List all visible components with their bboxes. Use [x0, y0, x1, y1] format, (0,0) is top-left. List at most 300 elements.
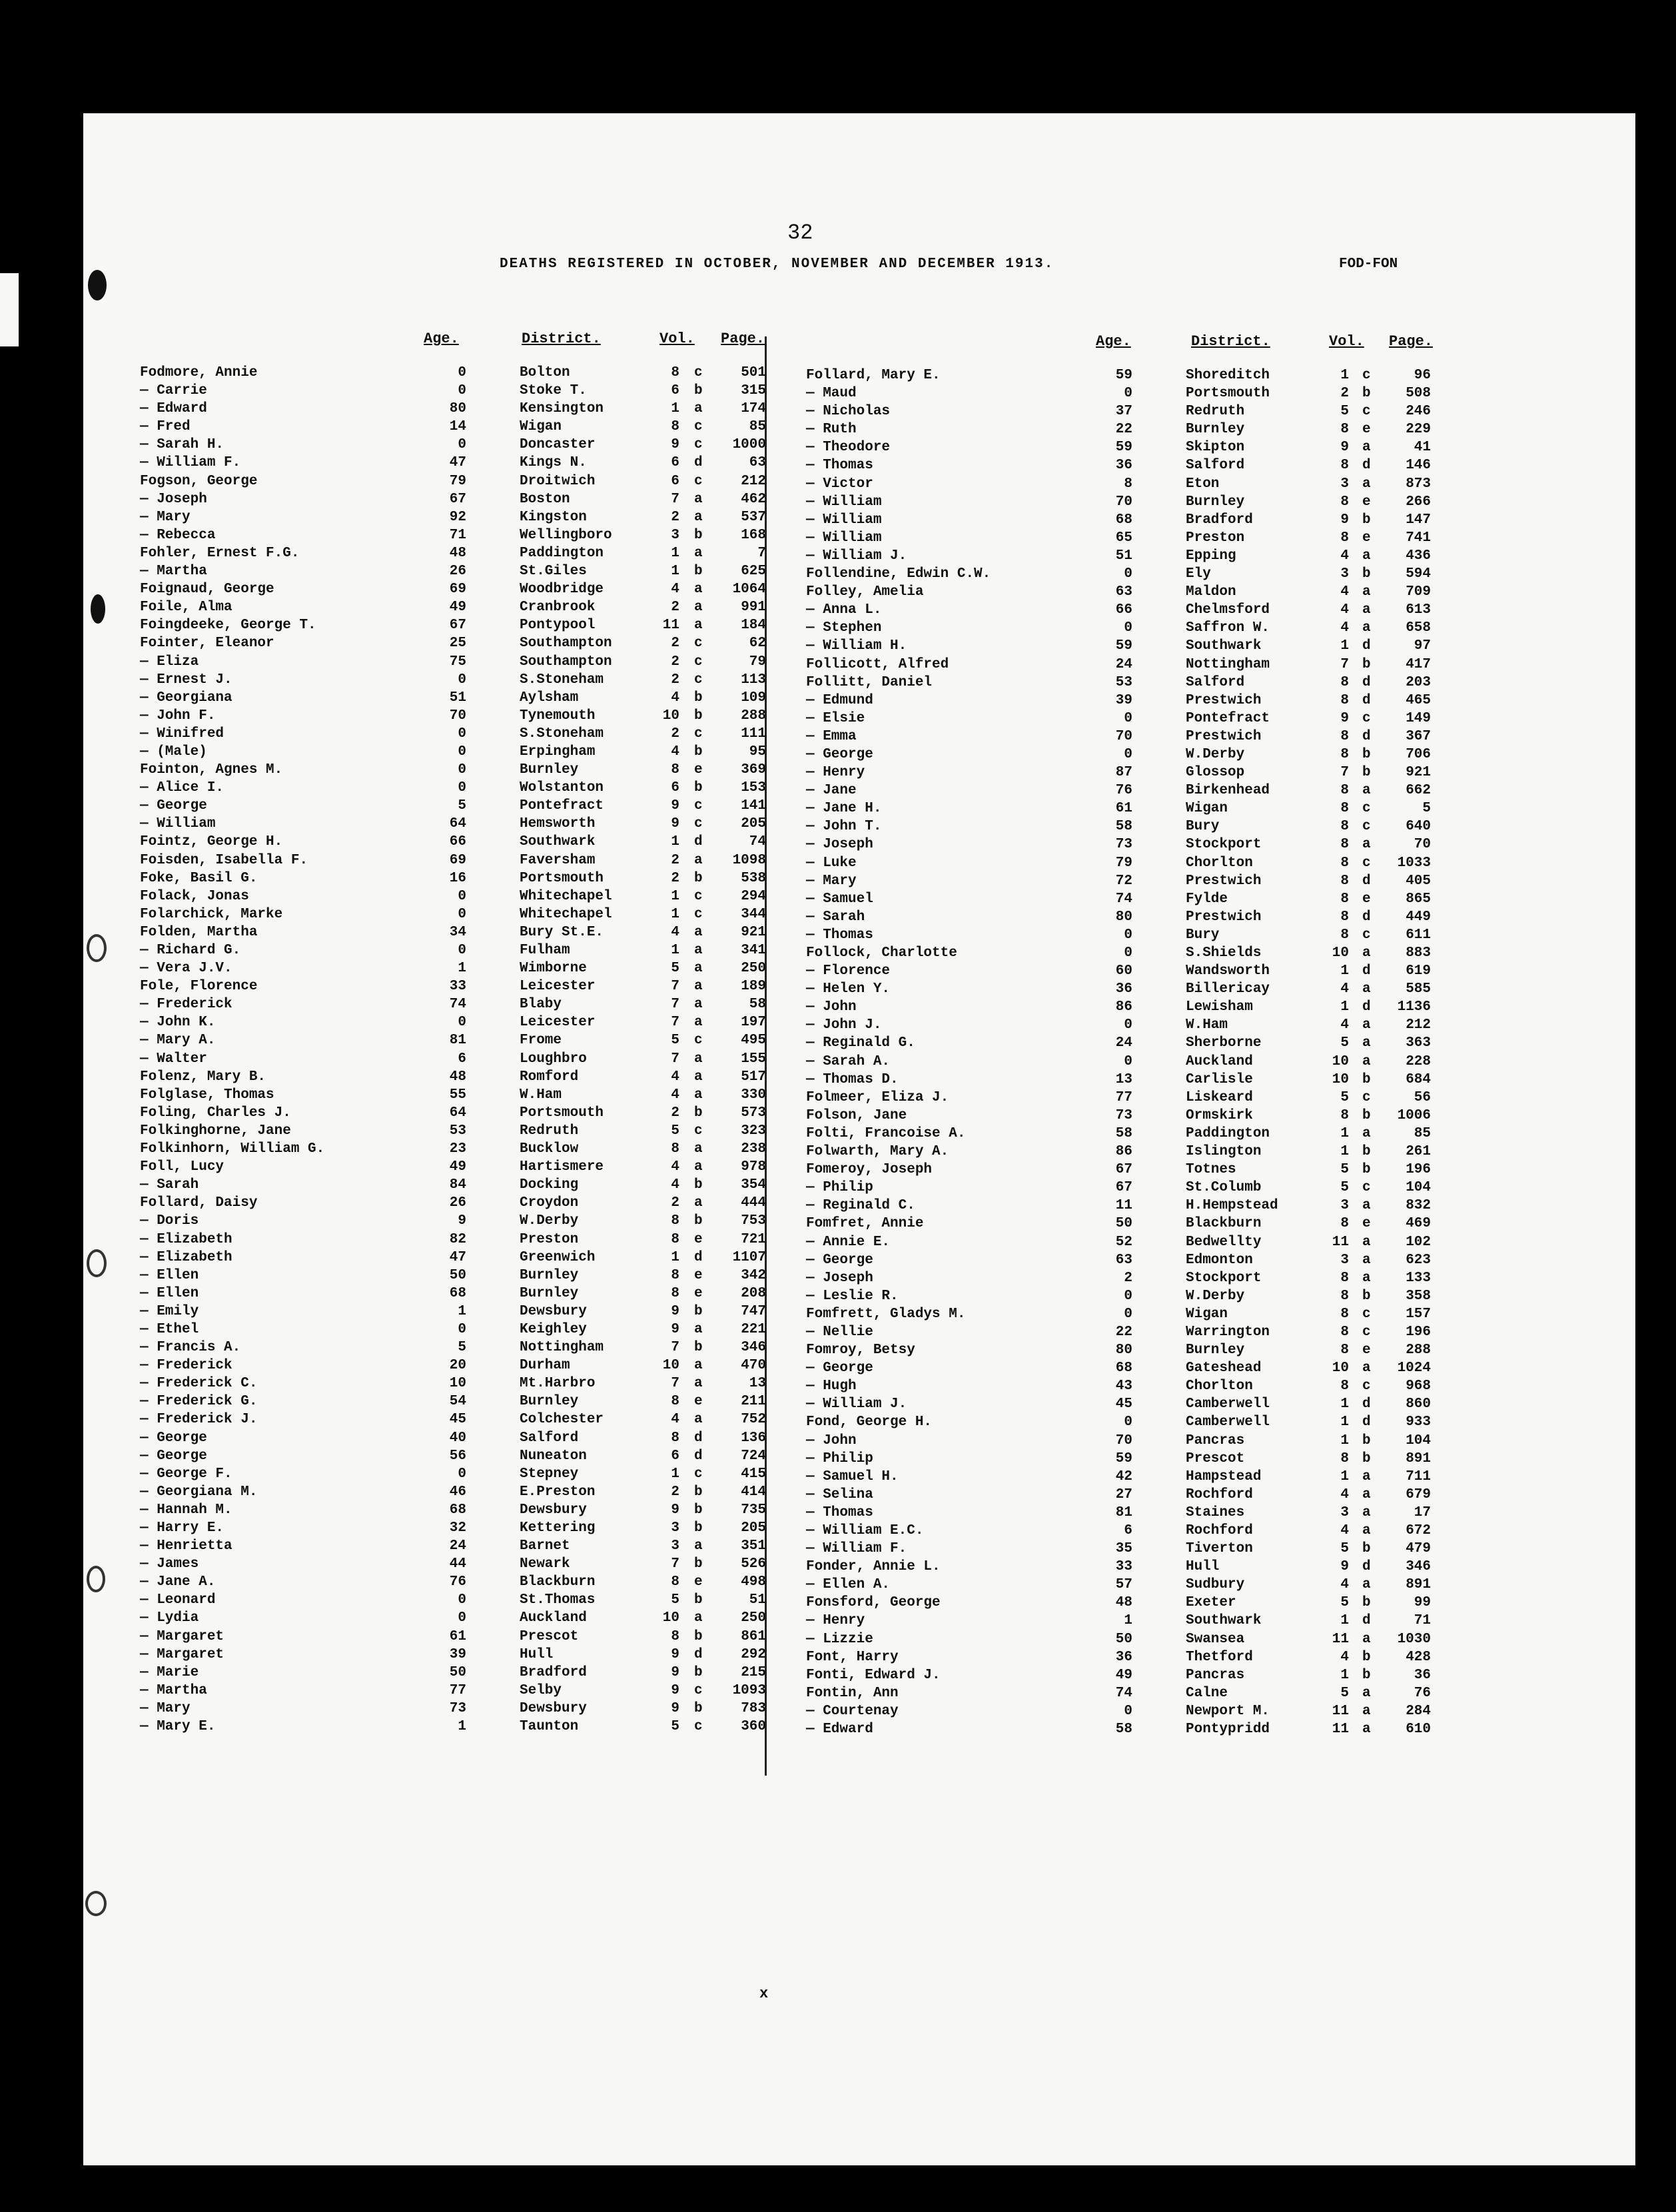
entry-page: 623	[1406, 1252, 1431, 1268]
entry-district: S.Shields	[1186, 945, 1262, 961]
entry-age: 72	[1115, 873, 1132, 889]
entry-volume: 2	[671, 509, 679, 525]
entry-volume-part: d	[1362, 692, 1371, 708]
entry-page: 405	[1406, 873, 1431, 889]
entry-page: 174	[741, 401, 766, 417]
entry-name: — Elsie	[806, 710, 865, 726]
entry-district: Ely	[1186, 566, 1211, 582]
entry-page: 711	[1406, 1468, 1431, 1484]
entry-volume-part: a	[694, 1087, 703, 1103]
entry-age: 32	[449, 1520, 466, 1536]
entry-volume: 11	[1332, 1631, 1349, 1647]
entry-age: 73	[1115, 837, 1132, 853]
entry-name: — Elizabeth	[140, 1249, 232, 1265]
entry-name: — Thomas	[806, 927, 873, 943]
entry-page: 70	[1414, 837, 1431, 853]
entry-page: 197	[741, 1015, 766, 1031]
entry-volume-part: a	[694, 600, 703, 616]
entry-volume-part: d	[694, 1430, 703, 1446]
entry-volume: 8	[1340, 1216, 1349, 1232]
entry-page: 346	[1406, 1559, 1431, 1575]
entry-name: — Sarah A.	[806, 1053, 891, 1069]
entry-page: 783	[741, 1700, 766, 1716]
entry-volume: 9	[1340, 440, 1349, 456]
entry-page: 709	[1406, 584, 1431, 600]
entry-name: — Edmund	[806, 692, 873, 708]
entry-name: — Thomas D.	[806, 1071, 899, 1087]
entry-page: 498	[741, 1574, 766, 1590]
entry-volume-part: a	[694, 1321, 703, 1337]
entry-age: 61	[449, 1628, 466, 1644]
entry-volume-part: c	[694, 888, 703, 904]
entry-district: Barnet	[520, 1538, 570, 1554]
entry-district: Whitechapel	[520, 888, 612, 904]
entry-volume: 1	[1340, 1396, 1349, 1412]
entry-volume: 1	[671, 834, 679, 850]
entry-name: — Joseph	[140, 491, 207, 507]
entry-page: 832	[1406, 1198, 1431, 1214]
entry-volume-part: e	[694, 1285, 703, 1301]
entry-volume: 8	[671, 1231, 679, 1247]
entry-page: 358	[1406, 1288, 1431, 1304]
entry-district: Erpingham	[520, 744, 596, 760]
entry-volume: 9	[671, 1664, 679, 1680]
entry-volume: 4	[1340, 1523, 1349, 1538]
entry-volume: 8	[1340, 458, 1349, 474]
entry-age: 48	[449, 545, 466, 561]
entry-age: 22	[1115, 422, 1132, 438]
entry-page: 573	[741, 1105, 766, 1121]
entry-volume: 5	[1340, 1162, 1349, 1178]
entry-volume: 1	[1340, 999, 1349, 1015]
entry-name: — Nicholas	[806, 404, 891, 420]
entry-volume: 8	[671, 1285, 679, 1301]
entry-page: 610	[1406, 1722, 1431, 1738]
entry-volume: 9	[671, 1502, 679, 1518]
entry-volume: 5	[671, 1123, 679, 1139]
entry-volume-part: c	[694, 1719, 703, 1735]
entry-volume: 11	[662, 618, 679, 634]
entry-volume-part: b	[694, 1700, 703, 1716]
punch-hole	[88, 270, 107, 300]
entry-volume: 9	[671, 1682, 679, 1698]
entry-district: Portsmouth	[520, 870, 604, 886]
entry-age: 26	[449, 564, 466, 580]
entry-name: — Ernest J.	[140, 672, 232, 688]
entry-age: 36	[1115, 458, 1132, 474]
entry-age: 5	[458, 1340, 466, 1356]
entry-page: 891	[1406, 1577, 1431, 1593]
entry-volume: 9	[671, 437, 679, 453]
entry-district: Newport M.	[1186, 1703, 1270, 1719]
entry-volume: 1	[1340, 1613, 1349, 1629]
entry-name: — Philip	[806, 1180, 873, 1196]
entry-page: 1030	[1397, 1631, 1431, 1647]
entry-name: — Rebecca	[140, 527, 216, 543]
entry-name: — Martha	[140, 564, 207, 580]
entry-name: — Edward	[140, 401, 207, 417]
entry-volume: 2	[671, 600, 679, 616]
entry-volume-part: d	[694, 455, 703, 471]
entry-volume-part: b	[694, 1340, 703, 1356]
entry-age: 0	[458, 943, 466, 958]
entry-volume: 8	[671, 419, 679, 435]
entry-district: Totnes	[1186, 1162, 1236, 1178]
entry-district: Bucklow	[520, 1141, 579, 1157]
entry-district: Bradford	[1186, 512, 1253, 528]
entry-volume-part: a	[1362, 1486, 1371, 1502]
entry-page: 147	[1406, 512, 1431, 528]
entry-volume-part: a	[694, 401, 703, 417]
entry-volume-part: e	[1362, 1343, 1371, 1359]
entry-volume: 2	[671, 1105, 679, 1121]
entry-age: 45	[1115, 1396, 1132, 1412]
entry-page: 462	[741, 491, 766, 507]
entry-name: Fomroy, Betsy	[806, 1343, 915, 1359]
entry-district: Fulham	[520, 943, 570, 958]
entry-volume: 9	[1340, 512, 1349, 528]
entry-district: Camberwell	[1186, 1414, 1270, 1430]
entry-name: — Richard G.	[140, 943, 241, 958]
entry-name: — Emily	[140, 1303, 199, 1319]
entry-name: Foingdeeke, George T.	[140, 618, 316, 634]
entry-age: 13	[1115, 1071, 1132, 1087]
entry-district: Salford	[520, 1430, 579, 1446]
entry-volume-part: a	[1362, 476, 1371, 492]
entry-name: Follitt, Daniel	[806, 674, 933, 690]
entry-volume: 10	[662, 708, 679, 724]
entry-page: 133	[1406, 1270, 1431, 1286]
entry-volume: 4	[1340, 620, 1349, 636]
entry-name: Folden, Martha	[140, 924, 258, 940]
entry-name: — Courtenay	[806, 1703, 899, 1719]
entry-volume-part: c	[1362, 1089, 1371, 1105]
entry-name: — Eliza	[140, 654, 199, 670]
entry-district: Southwark	[1186, 1613, 1262, 1629]
entry-district: Croydon	[520, 1195, 579, 1211]
entry-volume: 9	[671, 1303, 679, 1319]
entry-volume-part: c	[1362, 801, 1371, 817]
entry-district: Keighley	[520, 1321, 587, 1337]
entry-volume: 8	[1340, 783, 1349, 799]
entry-page: 684	[1406, 1071, 1431, 1087]
entry-volume: 8	[1340, 891, 1349, 907]
entry-name: — Thomas	[806, 458, 873, 474]
entry-volume: 5	[1340, 1595, 1349, 1611]
entry-page: 113	[741, 672, 766, 688]
entry-volume-part: c	[1362, 368, 1371, 383]
entry-name: — Reginald C.	[806, 1198, 915, 1214]
entry-district: Hemsworth	[520, 816, 596, 832]
entry-page: 747	[741, 1303, 766, 1319]
entry-volume: 9	[671, 1700, 679, 1716]
entry-name: — Samuel	[806, 891, 873, 907]
entry-page: 323	[741, 1123, 766, 1139]
entry-volume-part: d	[1362, 1613, 1371, 1629]
entry-district: Camberwell	[1186, 1396, 1270, 1412]
entry-age: 0	[458, 744, 466, 760]
entry-age: 61	[1115, 801, 1132, 817]
entry-district: Shoreditch	[1186, 368, 1270, 383]
entry-page: 102	[1406, 1234, 1431, 1250]
entry-volume: 6	[671, 455, 679, 471]
entry-district: Kingston	[520, 509, 587, 525]
entry-volume: 8	[671, 762, 679, 778]
entry-name: Foisden, Isabella F.	[140, 852, 308, 868]
entry-volume: 5	[671, 1033, 679, 1049]
entry-volume: 1	[1340, 638, 1349, 654]
entry-page: 95	[749, 744, 766, 760]
entry-page: 428	[1406, 1649, 1431, 1665]
entry-name: Folenz, Mary B.	[140, 1069, 266, 1085]
entry-page: 1000	[732, 437, 766, 453]
entry-volume-part: a	[694, 1610, 703, 1626]
entry-district: Redruth	[520, 1123, 579, 1139]
entry-name: — Sarah	[140, 1177, 199, 1193]
entry-age: 59	[1115, 368, 1132, 383]
entry-name: — William	[806, 512, 882, 528]
entry-page: 933	[1406, 1414, 1431, 1430]
entry-volume-part: c	[694, 473, 703, 489]
entry-district: Fylde	[1186, 891, 1228, 907]
entry-page: 212	[741, 473, 766, 489]
entry-page: 369	[741, 762, 766, 778]
entry-volume: 8	[671, 1628, 679, 1644]
entry-volume: 2	[671, 672, 679, 688]
entry-page: 79	[749, 654, 766, 670]
entry-volume: 7	[671, 1376, 679, 1392]
entry-district: Burnley	[1186, 422, 1245, 438]
entry-age: 1	[458, 961, 466, 977]
entry-page: 495	[741, 1033, 766, 1049]
entry-name: — Florence	[806, 963, 891, 979]
entry-name: — Harry E.	[140, 1520, 224, 1536]
entry-page: 104	[1406, 1180, 1431, 1196]
entry-district: Hull	[520, 1646, 554, 1662]
entry-volume-part: a	[1362, 783, 1371, 799]
entry-district: Preston	[520, 1231, 579, 1247]
entry-volume-part: d	[1362, 873, 1371, 889]
entry-age: 16	[449, 870, 466, 886]
entry-district: Wigan	[1186, 801, 1228, 817]
entry-volume-part: c	[694, 672, 703, 688]
entry-district: Dewsbury	[520, 1303, 587, 1319]
entry-name: — Sarah H.	[140, 437, 224, 453]
entry-volume-part: a	[1362, 1125, 1371, 1141]
entry-volume: 8	[1340, 728, 1349, 744]
entry-page: 517	[741, 1069, 766, 1085]
entry-district: Lewisham	[1186, 999, 1253, 1015]
entry-volume: 10	[1332, 945, 1349, 961]
entry-volume: 8	[671, 1267, 679, 1283]
entry-volume-part: a	[694, 852, 703, 868]
entry-district: Bolton	[520, 365, 570, 380]
entry-name: Folmeer, Eliza J.	[806, 1089, 949, 1105]
entry-age: 0	[458, 1015, 466, 1031]
entry-volume-part: c	[694, 726, 703, 742]
entry-volume-part: b	[1362, 746, 1371, 762]
entry-volume-part: a	[694, 1015, 703, 1031]
entry-district: Durham	[520, 1358, 570, 1374]
entry-age: 0	[1124, 746, 1132, 762]
entry-volume-part: d	[1362, 638, 1371, 654]
entry-volume: 8	[1340, 422, 1349, 438]
entry-volume-part: b	[694, 708, 703, 724]
entry-volume: 6	[671, 780, 679, 796]
entry-name: Fomfret, Annie	[806, 1216, 924, 1232]
entry-volume: 4	[671, 1087, 679, 1103]
entry-age: 39	[449, 1646, 466, 1662]
entry-volume-part: a	[1362, 1504, 1371, 1520]
entry-page: 292	[741, 1646, 766, 1662]
entry-age: 51	[449, 690, 466, 706]
entry-volume: 1	[671, 943, 679, 958]
entry-age: 74	[449, 997, 466, 1013]
left-age-header: Age.	[424, 330, 459, 347]
entry-page: 51	[749, 1592, 766, 1608]
entry-page: 56	[1414, 1089, 1431, 1105]
entry-age: 0	[1124, 1288, 1132, 1304]
punch-hole	[87, 1249, 107, 1277]
entry-district: Burnley	[520, 1394, 579, 1410]
entry-name: — Leslie R.	[806, 1288, 899, 1304]
entry-volume: 1	[671, 888, 679, 904]
entry-age: 76	[1115, 783, 1132, 799]
entry-name: — Henry	[806, 1613, 865, 1629]
entry-age: 68	[449, 1285, 466, 1301]
entry-age: 0	[458, 762, 466, 778]
entry-volume: 1	[1340, 1468, 1349, 1484]
entry-page: 149	[1406, 710, 1431, 726]
entry-name: Fointer, Eleanor	[140, 636, 274, 652]
entry-age: 0	[458, 906, 466, 922]
entry-volume: 8	[1340, 494, 1349, 510]
entry-page: 315	[741, 383, 766, 399]
entry-volume: 7	[671, 491, 679, 507]
entry-age: 77	[1115, 1089, 1132, 1105]
entry-district: S.Stoneham	[520, 672, 604, 688]
entry-volume: 5	[1340, 1180, 1349, 1196]
entry-district: Saffron W.	[1186, 620, 1270, 636]
entry-volume-part: a	[1362, 981, 1371, 997]
entry-volume: 4	[1340, 981, 1349, 997]
entry-district: Salford	[1186, 674, 1245, 690]
entry-age: 80	[1115, 909, 1132, 925]
entry-volume: 2	[671, 636, 679, 652]
entry-volume: 4	[1340, 602, 1349, 618]
entry-age: 57	[1115, 1577, 1132, 1593]
entry-age: 77	[449, 1682, 466, 1698]
entry-age: 50	[449, 1267, 466, 1283]
entry-age: 45	[449, 1412, 466, 1428]
entry-page: 1064	[732, 582, 766, 598]
entry-page: 109	[741, 690, 766, 706]
entry-volume-part: a	[1362, 1234, 1371, 1250]
entry-name: Folglase, Thomas	[140, 1087, 274, 1103]
entry-volume: 4	[1340, 1486, 1349, 1502]
entry-age: 0	[458, 1610, 466, 1626]
entry-name: — Frederick J.	[140, 1412, 258, 1428]
entry-page: 662	[1406, 783, 1431, 799]
entry-age: 35	[1115, 1541, 1132, 1557]
entry-volume-part: b	[1362, 1595, 1371, 1611]
entry-volume-part: b	[694, 690, 703, 706]
entry-age: 79	[1115, 855, 1132, 871]
entry-name: — Hugh	[806, 1379, 857, 1394]
entry-age: 64	[449, 1105, 466, 1121]
entry-volume: 8	[671, 1213, 679, 1229]
entry-volume: 8	[1340, 801, 1349, 817]
entry-page: 619	[1406, 963, 1431, 979]
entry-district: Islington	[1186, 1144, 1262, 1160]
entry-name: — Luke	[806, 855, 857, 871]
entry-age: 1	[1124, 1613, 1132, 1629]
entry-page: 288	[741, 708, 766, 724]
entry-page: 189	[741, 979, 766, 995]
entry-volume-part: b	[1362, 1071, 1371, 1087]
entry-age: 53	[449, 1123, 466, 1139]
entry-district: Auckland	[520, 1610, 587, 1626]
entry-page: 157	[1406, 1306, 1431, 1322]
entry-name: Fomfrett, Gladys M.	[806, 1306, 966, 1322]
entry-age: 81	[449, 1033, 466, 1049]
entry-name: Follard, Mary E.	[806, 368, 941, 383]
entry-page: 1033	[1397, 855, 1431, 871]
entry-volume-part: a	[694, 1159, 703, 1175]
entry-age: 48	[449, 1069, 466, 1085]
right-page-header: Page.	[1389, 333, 1434, 350]
entry-name: — Marie	[140, 1664, 199, 1680]
entry-volume-part: b	[694, 1664, 703, 1680]
entry-district: Pontypool	[520, 618, 596, 634]
page-number: 32	[787, 221, 813, 245]
entry-volume: 11	[1332, 1234, 1349, 1250]
entry-volume: 4	[671, 1069, 679, 1085]
entry-volume-part: e	[694, 1574, 703, 1590]
entry-volume-part: b	[694, 1502, 703, 1518]
entry-district: Warrington	[1186, 1324, 1270, 1340]
entry-district: St.Thomas	[520, 1592, 596, 1608]
entry-district: Stockport	[1186, 1270, 1262, 1286]
entry-volume: 1	[671, 1466, 679, 1482]
entry-name: Fonsford, George	[806, 1595, 941, 1611]
entry-volume-part: c	[1362, 404, 1371, 420]
entry-district: Mt.Harbro	[520, 1376, 596, 1392]
entry-page: 97	[1414, 638, 1431, 654]
entry-volume-part: c	[1362, 1379, 1371, 1394]
entry-name: Folson, Jane	[806, 1107, 907, 1123]
entry-page: 640	[1406, 819, 1431, 835]
entry-district: Southampton	[520, 654, 612, 670]
right-district-header: District.	[1191, 333, 1270, 350]
entry-volume: 4	[671, 1159, 679, 1175]
entry-page: 228	[1406, 1053, 1431, 1069]
entry-page: 341	[741, 943, 766, 958]
entry-name: — William F.	[140, 455, 241, 471]
entry-volume-part: a	[1362, 1577, 1371, 1593]
entry-volume-part: a	[694, 491, 703, 507]
entry-page: 17	[1414, 1504, 1431, 1520]
entry-age: 80	[1115, 1343, 1132, 1359]
entry-district: Rochford	[1186, 1523, 1253, 1538]
entry-page: 85	[749, 419, 766, 435]
entry-page: 294	[741, 888, 766, 904]
entry-name: Folti, Francoise A.	[806, 1125, 966, 1141]
entry-page: 444	[741, 1195, 766, 1211]
entry-age: 0	[1124, 620, 1132, 636]
entry-page: 417	[1406, 656, 1431, 672]
entry-volume-part: c	[694, 365, 703, 380]
